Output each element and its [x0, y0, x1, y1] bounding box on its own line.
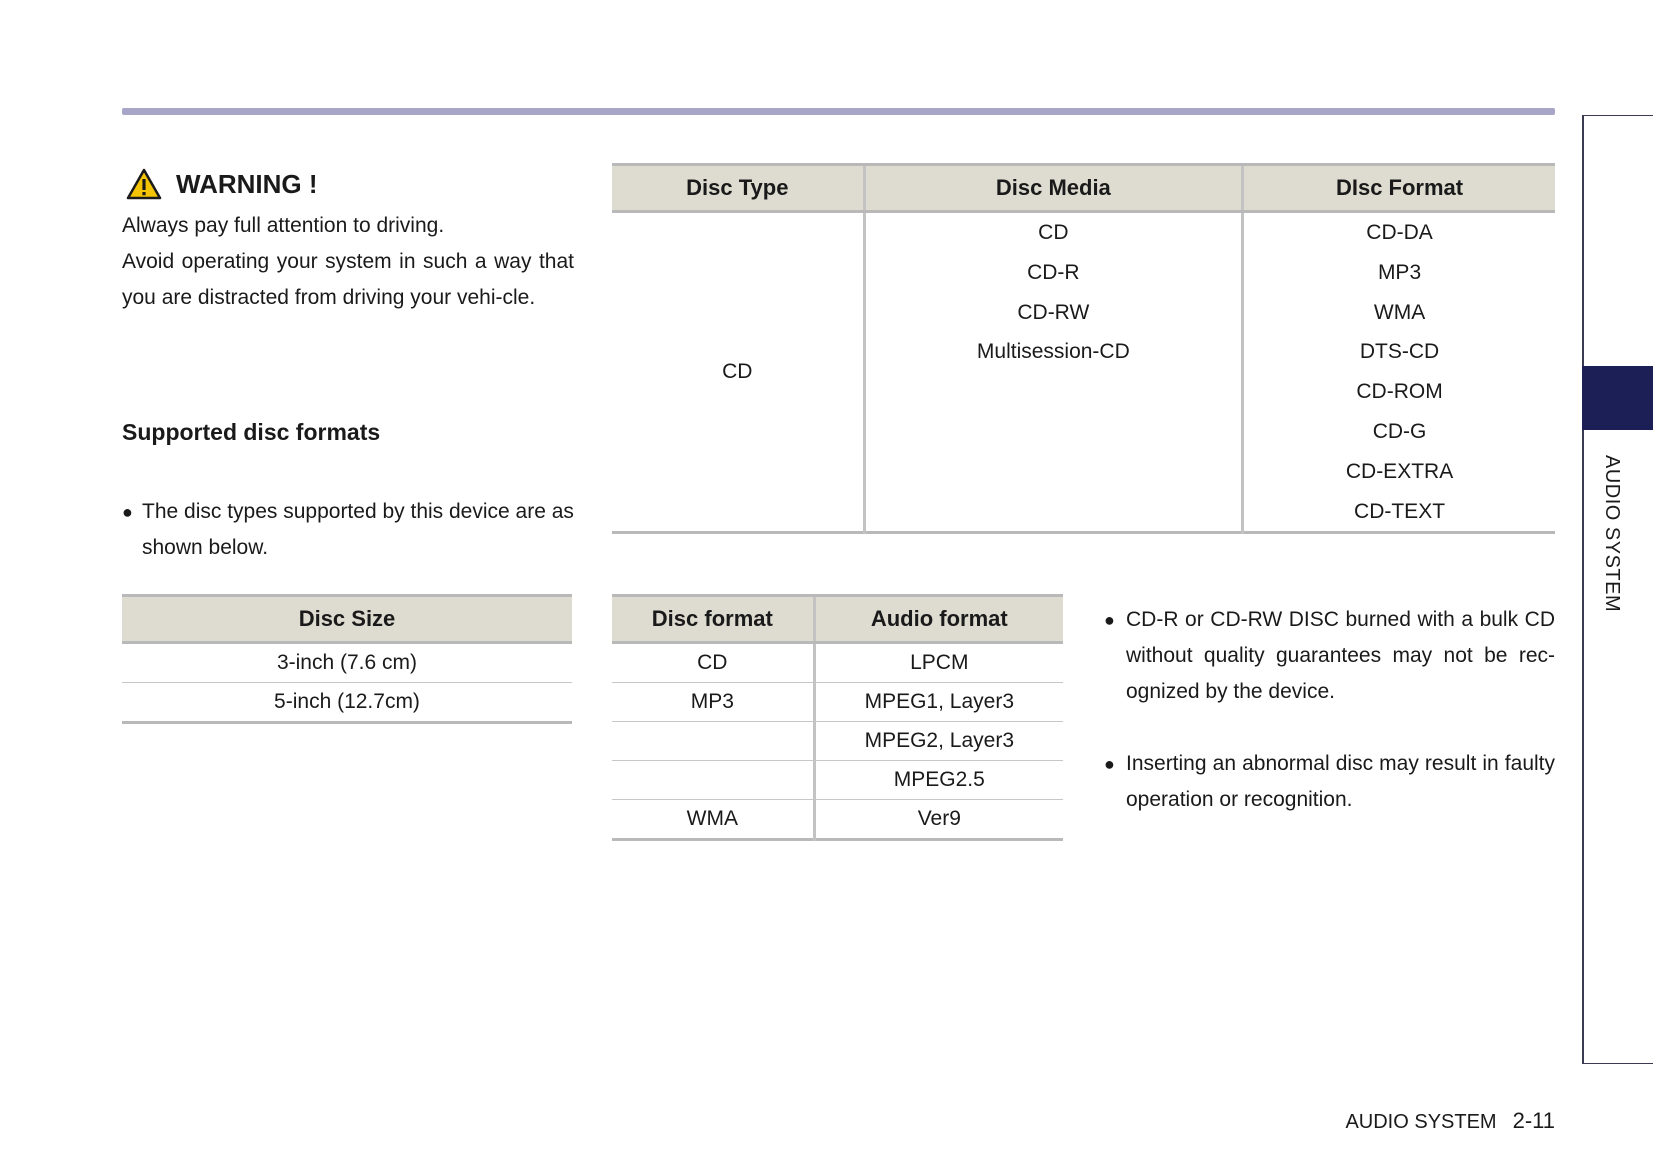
- page-number: 2-11: [1512, 1108, 1555, 1133]
- table-header: Disc Media: [864, 165, 1243, 212]
- bullet-text: The disc types supported by this device are as shown below.: [142, 500, 574, 559]
- table-header: Audio format: [814, 596, 1063, 643]
- format-item: CD-ROM: [1356, 380, 1443, 404]
- table-header: Disc format: [612, 596, 814, 643]
- table-cell: MP3: [612, 683, 814, 722]
- disc-format-cell: [1243, 212, 1555, 533]
- table-header: Disc Size: [122, 596, 572, 643]
- media-item: Multisession-CD: [976, 340, 1130, 364]
- note-text: Inserting an abnormal disc may result in faulty operation or recognition.: [1126, 752, 1555, 811]
- format-item: MP3: [1377, 260, 1422, 284]
- table-cell: WMA: [612, 800, 814, 840]
- media-item: CD: [1038, 221, 1069, 244]
- bullet-icon: ●: [122, 502, 133, 522]
- section-title: Supported disc formats: [122, 419, 381, 445]
- bullet-icon: ●: [1104, 610, 1115, 630]
- table-row: [122, 683, 572, 723]
- footer-section: AUDIO SYSTEM: [1345, 1111, 1497, 1133]
- format-item: CD-TEXT: [1354, 499, 1446, 523]
- disc-media-cell: [864, 212, 1243, 533]
- table-cell: 5-inch (12.7cm): [122, 683, 572, 723]
- audio-format-table: [612, 594, 1063, 841]
- media-item: CD-R: [1027, 260, 1080, 284]
- table-header: Disc Type: [612, 165, 864, 212]
- format-item: CD-DA: [1366, 221, 1433, 244]
- table-cell: CD: [612, 643, 814, 683]
- notes-list: [1104, 602, 1555, 854]
- format-item: DTS-CD: [1359, 340, 1440, 364]
- table-header: DIsc Format: [1243, 165, 1555, 212]
- table-row: [612, 761, 1063, 800]
- table-row: [612, 800, 1063, 840]
- table-cell: [612, 761, 814, 800]
- table-cell: MPEG2, Layer3: [814, 722, 1063, 761]
- disc-type-cell: CD: [722, 360, 753, 384]
- chapter-side-label: AUDIO SYSTEM: [1601, 455, 1623, 613]
- bullet-icon: ●: [1104, 754, 1115, 774]
- disc-size-table: [122, 594, 572, 724]
- table-cell: MPEG1, Layer3: [814, 683, 1063, 722]
- format-item: CD-EXTRA: [1345, 459, 1454, 483]
- warning-line: Always pay full attention to driving.: [122, 214, 445, 237]
- table-cell: 3-inch (7.6 cm): [122, 643, 572, 683]
- table-row: [612, 643, 1063, 683]
- warning-title: WARNING !: [176, 168, 318, 199]
- format-item: WMA: [1373, 300, 1426, 324]
- chapter-tab: [1582, 366, 1653, 430]
- list-item: [1104, 746, 1555, 818]
- table-row: [612, 683, 1063, 722]
- list-item: [1104, 602, 1555, 710]
- top-rule: [122, 108, 1555, 115]
- table-cell: MPEG2.5: [814, 761, 1063, 800]
- media-item: CD-RW: [1017, 300, 1090, 324]
- page-footer: [1345, 1108, 1555, 1134]
- table-cell: LPCM: [814, 643, 1063, 683]
- table-row: [122, 643, 572, 683]
- warning-triangle-icon: [126, 168, 162, 200]
- warning-text: [122, 208, 574, 316]
- warning-heading: [126, 168, 318, 200]
- note-text: CD-R or CD-RW DISC burned with a bulk CD without quality guarantees may not be rec-ognized by the device.: [1126, 608, 1555, 703]
- table-cell: Ver9: [814, 800, 1063, 840]
- warning-line: Avoid operating your system in such a way that you are distracted from driving your vehi-cle.: [122, 250, 574, 309]
- format-item: CD-G: [1372, 419, 1427, 443]
- table-row: [612, 722, 1063, 761]
- table-cell: [612, 722, 814, 761]
- disc-type-table: [612, 163, 1555, 534]
- section-bullet: [122, 494, 574, 566]
